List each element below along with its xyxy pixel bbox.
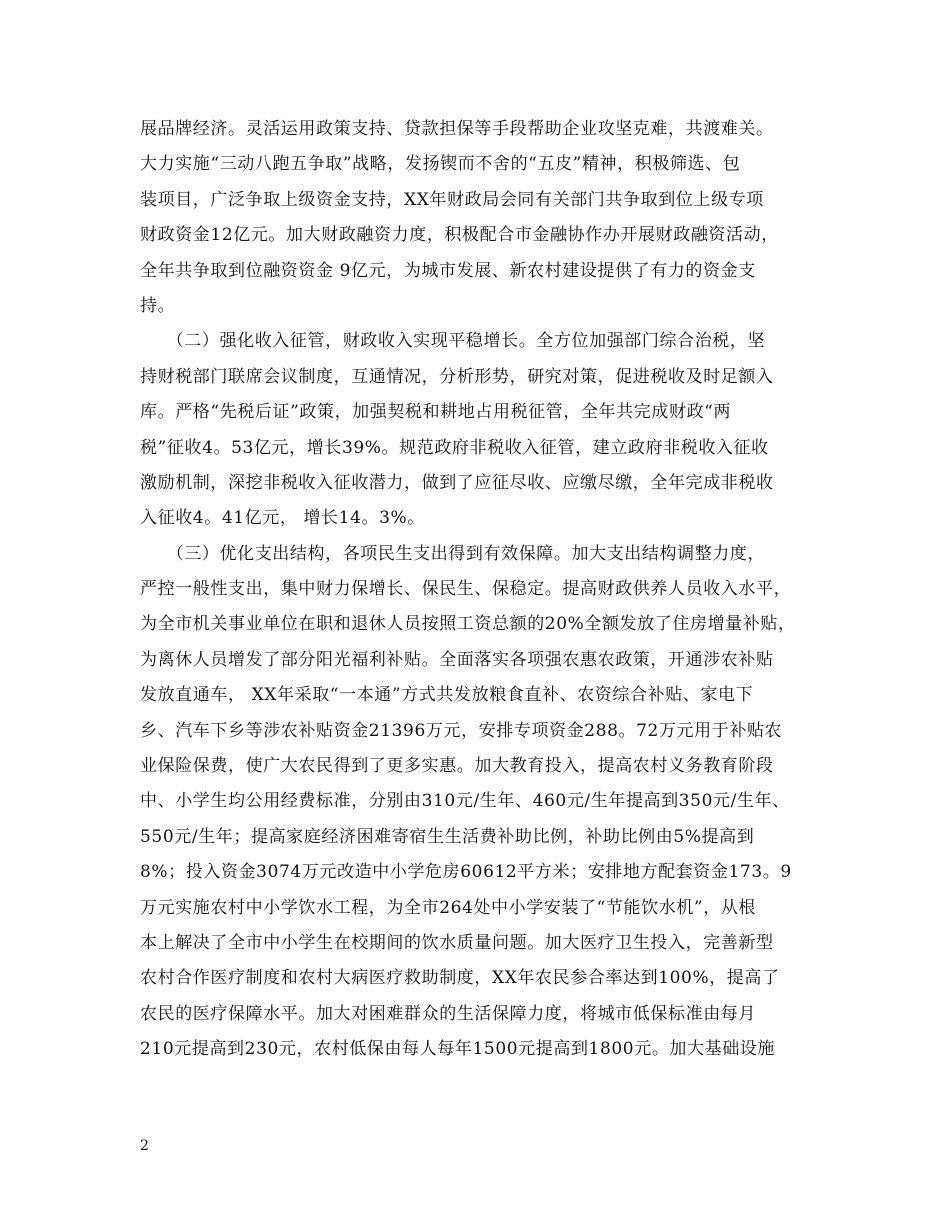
text-line: 入征收4。41亿元， 增长14。3%。 <box>140 508 425 529</box>
text-line: 库。严格“先税后证”政策，加强契税和耕地占用税征管，全年共完成财政“两 <box>140 402 732 423</box>
text-line: 210元提高到230元，农村低保由每人每年1500元提高到1800元。加大基础设施 <box>140 1039 776 1060</box>
text-line: 本上解决了全市中小学生在校期间的饮水质量问题。加大医疗卫生投入，完善新型 <box>140 932 774 953</box>
text-line: （三）优化支出结构，各项民生支出得到有效保障。加大支出结构调整力度， <box>140 543 766 564</box>
text-line: 乡、汽车下乡等涉农补贴资金21396万元，安排专项资金288。72万元用于补贴农 <box>140 720 783 741</box>
text-line: 税”征收4。53亿元，增长39%。规范政府非税收入征管，建立政府非税收入征收 <box>140 437 769 458</box>
text-line: 业保险保费，使广大农民得到了更多实惠。加大教育投入，提高农村义务教育阶段 <box>140 756 774 777</box>
text-line: 万元实施农村中小学饮水工程，为全市264处中小学安装了“节能饮水机”，从根 <box>140 897 757 918</box>
text-line: 装项目，广泛争取上级资金支持，XX年财政局会同有关部门共争取到位上级专项 <box>140 189 764 210</box>
text-line: 大力实施“三动八跑五争取”战略，发扬锲而不舍的“五皮”精神，积极筛选、包 <box>140 154 741 175</box>
text-line: 为离休人员增发了部分阳光福利补贴。全面落实各项强农惠农政策，开通涉农补贴 <box>140 649 774 670</box>
text-line: 发放直通车， XX年采取“一本通”方式共发放粮食直补、农资综合补贴、家电下 <box>140 685 754 706</box>
body-text <box>140 112 820 1068</box>
text-line: 财政资金12亿元。加大财政融资力度，积极配合市金融协作办开展财政融资活动， <box>140 225 779 246</box>
text-line: 全年共争取到位融资资金 9亿元，为城市发展、新农村建设提供了有力的资金支 <box>140 260 756 281</box>
text-line: 激励机制，深挖非税收入征收潜力，做到了应征尽收、应缴尽缴，全年完成非税收 <box>140 472 774 493</box>
text-line: 农民的医疗保障水平。加大对困难群众的生活保障力度，将城市低保标准由每月 <box>140 1003 756 1024</box>
text-line: 农村合作医疗制度和农村大病医疗救助制度，XX年农民参合率达到100%，提高了 <box>140 968 780 989</box>
text-line: 严控一般性支出，集中财力保增长、保民生、保稳定。提高财政供养人员收入水平， <box>140 579 792 600</box>
text-line: 中、小学生均公用经费标准，分别由310元/生年、460元/生年提高到350元/生年、 <box>140 791 790 812</box>
text-line: 持。 <box>140 295 176 316</box>
text-line: 为全市机关事业单位在职和退休人员按照工资总额的20%全额发放了住房增量补贴， <box>140 614 796 635</box>
text-line: 展品牌经济。灵活运用政策支持、贷款担保等手段帮助企业攻坚克难，共渡难关。 <box>140 119 774 139</box>
page-number: 2 <box>140 1138 149 1154</box>
text-line: （二）强化收入征管，财政收入实现平稳增长。全方位加强部门综合治税，坚 <box>140 331 766 352</box>
text-line: 550元/生年；提高家庭经济困难寄宿生生活费补助比例，补助比例由5%提高到 <box>140 826 755 847</box>
text-line: 8%；投入资金3074万元改造中小学危房60612平方米；安排地方配套资金173。9 <box>140 862 792 883</box>
text-line: 持财税部门联席会议制度，互通情况，分析形势，研究对策，促进税收及时足额入 <box>140 366 774 387</box>
